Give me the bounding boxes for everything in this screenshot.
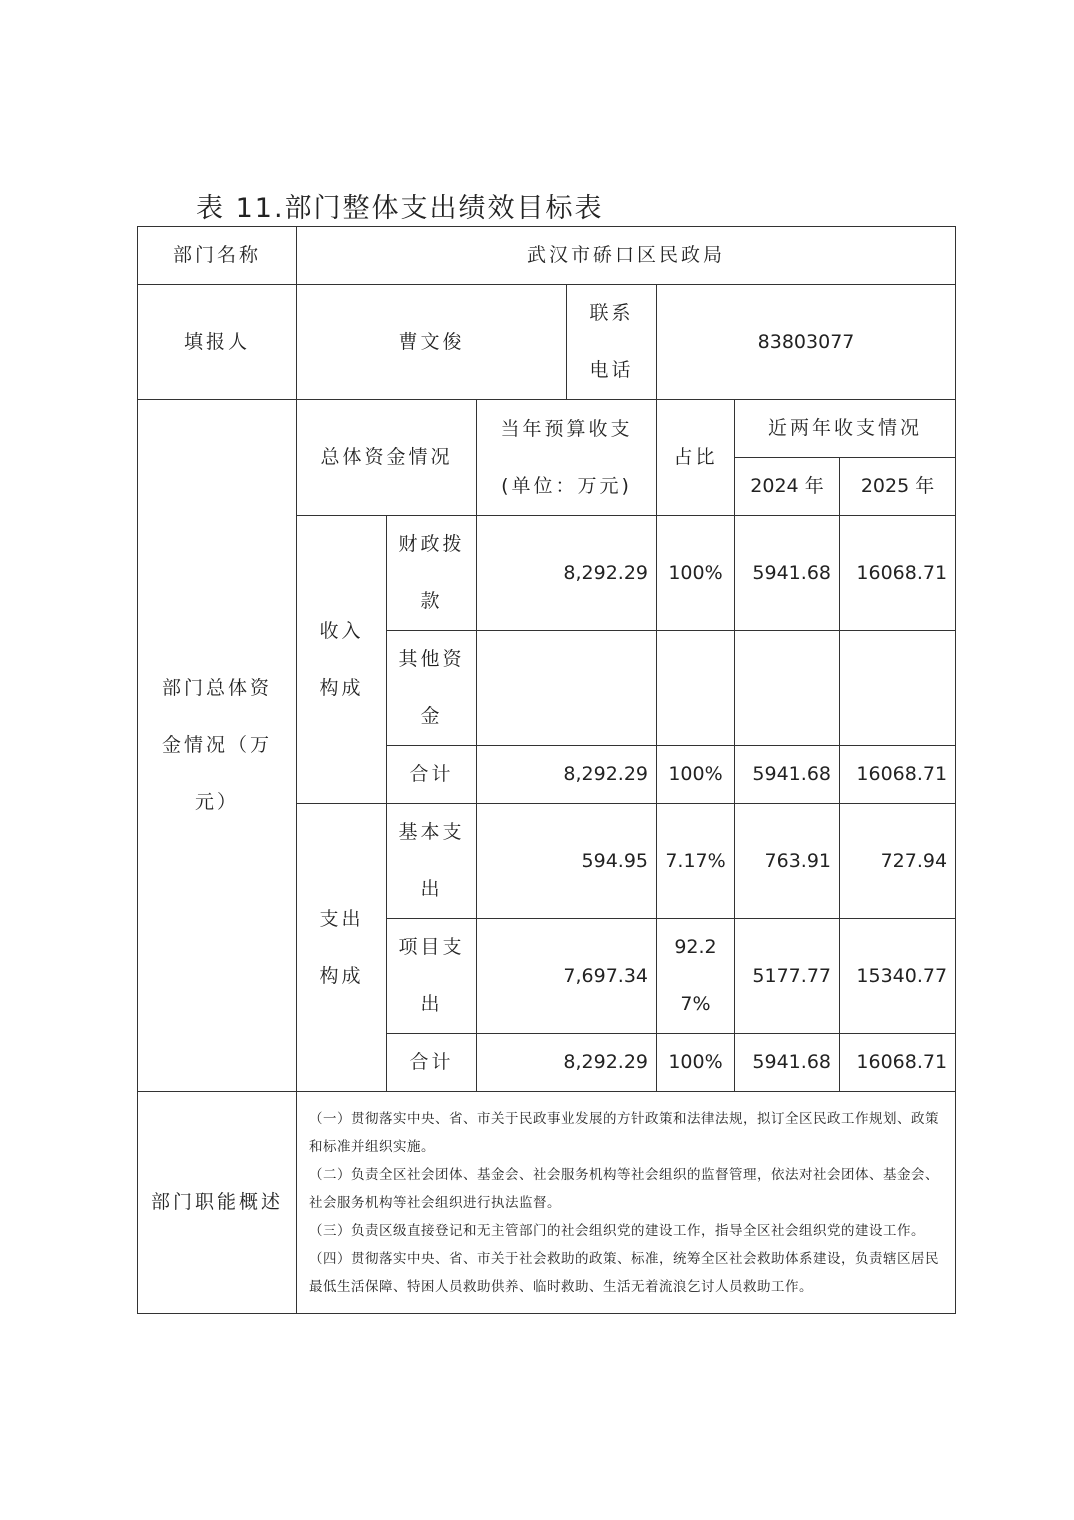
- row-name: 财政拨款: [387, 516, 477, 631]
- header-2025: 2025 年: [840, 458, 956, 516]
- header-overall: 总体资金情况: [297, 400, 477, 516]
- budget-value: 8,292.29: [477, 516, 657, 631]
- ratio-value: [657, 631, 735, 746]
- row-name: 基本支出: [387, 804, 477, 919]
- fund-label: 部门总体资金情况（万元）: [138, 400, 297, 1092]
- row-name: 其他资金: [387, 631, 477, 746]
- ratio-value: 100%: [657, 1034, 735, 1092]
- budget-value: 8,292.29: [477, 1034, 657, 1092]
- row-name: 合计: [387, 1034, 477, 1092]
- y2025-value: 727.94: [840, 804, 956, 919]
- header-budget: 当年预算收支(单位：万元): [477, 400, 657, 516]
- y2024-value: 5941.68: [735, 1034, 840, 1092]
- function-item: （三）负责区级直接登记和无主管部门的社会组织党的建设工作，指导全区社会组织党的建设工作。: [309, 1222, 925, 1239]
- expense-label: 支出构成: [297, 804, 387, 1092]
- function-item: （二）负责全区社会团体、基金会、社会服务机构等社会组织的监督管理，依法对社会团体、基金会、社会服务机构等社会组织进行执法监督。: [309, 1166, 939, 1211]
- budget-value: 594.95: [477, 804, 657, 919]
- y2024-value: [735, 631, 840, 746]
- y2025-value: 16068.71: [840, 746, 956, 804]
- row-name: 项目支出: [387, 919, 477, 1034]
- header-2024: 2024 年: [735, 458, 840, 516]
- header-ratio: 占比: [657, 400, 735, 516]
- y2024-value: 5177.77: [735, 919, 840, 1034]
- y2024-value: 763.91: [735, 804, 840, 919]
- income-label: 收入构成: [297, 516, 387, 804]
- budget-value: [477, 631, 657, 746]
- y2025-value: 16068.71: [840, 516, 956, 631]
- function-label: 部门职能概述: [138, 1092, 297, 1314]
- function-item: （一）贯彻落实中央、省、市关于民政事业发展的方针政策和法律法规，拟订全区民政工作规划、政策和标准并组织实施。: [309, 1110, 939, 1155]
- filler-value: 曹文俊: [297, 285, 567, 400]
- budget-value: 8,292.29: [477, 746, 657, 804]
- contact-value: 83803077: [657, 285, 956, 400]
- performance-table: [137, 226, 956, 1314]
- function-item: （四）贯彻落实中央、省、市关于社会救助的政策、标准，统筹全区社会救助体系建设，负责辖区居民最低生活保障、特困人员救助供养、临时救助、生活无着流浪乞讨人员救助工作。: [309, 1250, 939, 1295]
- page-title: 表 11.部门整体支出绩效目标表: [196, 193, 604, 224]
- contact-label: 联系电话: [567, 285, 657, 400]
- header-recent: 近两年收支情况: [735, 400, 956, 458]
- dept-value: 武汉市硚口区民政局: [297, 227, 956, 285]
- y2025-value: 16068.71: [840, 1034, 956, 1092]
- y2025-value: [840, 631, 956, 746]
- dept-label: 部门名称: [138, 227, 297, 285]
- budget-value: 7,697.34: [477, 919, 657, 1034]
- function-description: [297, 1092, 956, 1314]
- ratio-value: 100%: [657, 746, 735, 804]
- y2024-value: 5941.68: [735, 746, 840, 804]
- ratio-value: 7.17%: [657, 804, 735, 919]
- ratio-value: 92.27%: [657, 919, 735, 1034]
- filler-label: 填报人: [138, 285, 297, 400]
- y2025-value: 15340.77: [840, 919, 956, 1034]
- ratio-value: 100%: [657, 516, 735, 631]
- y2024-value: 5941.68: [735, 516, 840, 631]
- row-name: 合计: [387, 746, 477, 804]
